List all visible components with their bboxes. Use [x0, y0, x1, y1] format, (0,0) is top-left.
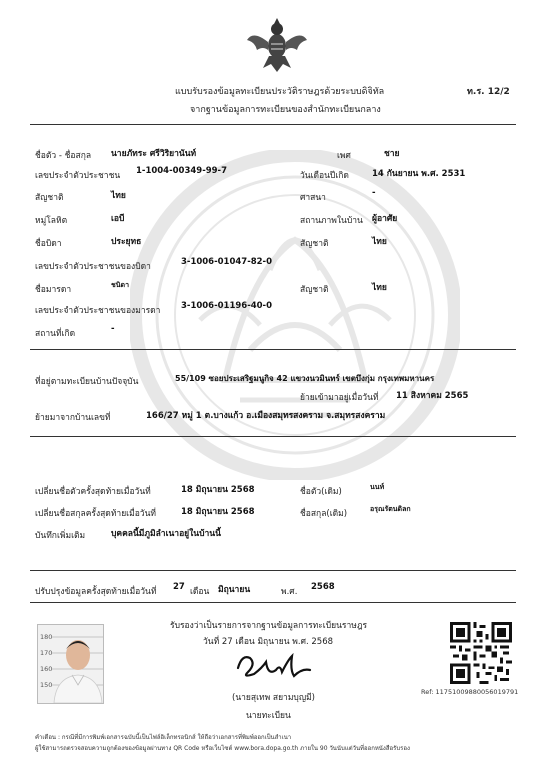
- fname-change-label: เปลี่ยนชื่อตัวครั้งสุดท้ายเมื่อวันที่: [35, 487, 151, 497]
- fname-change-value: 18 มิถุนายน 2568: [181, 485, 255, 495]
- last-update-label: ปรับปรุงข้อมูลครั้งสุดท้ายเมื่อวันที่: [35, 587, 157, 597]
- footer-verify-note: ผู้ใช้สามารถตรวจสอบความถูกต้องของข้อมูลผ่านทาง QR Code หรือเว็บไซต์ www.bora.dopa.go.th ภายใน 90 วันนับแต่วันที่ออกหนังสือรับรอง: [35, 745, 410, 752]
- id-value: 1-1004-00349-99-7: [136, 166, 227, 176]
- form-code: ท.ร. 12/2: [467, 87, 510, 97]
- header-divider: [30, 124, 516, 125]
- mother-nationality-label: สัญชาติ: [300, 285, 329, 295]
- father-id-label: เลขประจำตัวประชาชนของบิดา: [35, 262, 151, 272]
- dob-label: วันเดือนปีเกิด: [300, 171, 349, 181]
- note-label: บันทึกเพิ่มเติม: [35, 531, 86, 541]
- blood-label: หมู่โลหิต: [35, 216, 68, 226]
- nationality-value: ไทย: [111, 191, 126, 201]
- current-address-value: 55/109 ซอยประเสริฐมนูกิจ 42 แขวงนวมินทร์ เขตบึงกุ่ม กรุงเทพมหานคร: [175, 374, 435, 383]
- section-divider-4: [30, 602, 516, 603]
- birthplace-value: -: [111, 324, 115, 334]
- mother-id-value: 3-1006-01196-40-0: [181, 301, 272, 311]
- note-value: บุคคลนี้มีภูมิลำเนาอยู่ในบ้านนี้: [111, 529, 221, 539]
- father-id-value: 3-1006-01047-82-0: [181, 257, 272, 267]
- father-label: ชื่อบิดา: [35, 239, 62, 249]
- status-value: ผู้อาศัย: [372, 214, 398, 224]
- section-divider-2: [30, 436, 516, 437]
- mother-label: ชื่อมารดา: [35, 285, 72, 295]
- document-title-line1: แบบรับรองข้อมูลทะเบียนประวัติราษฎรด้วยระบบดิจิทัล: [175, 87, 385, 97]
- lname-change-label: เปลี่ยนชื่อสกุลครั้งสุดท้ายเมื่อวันที่: [35, 509, 156, 519]
- movein-value: 11 สิงหาคม 2565: [396, 391, 469, 401]
- religion-label: ศาสนา: [300, 193, 326, 203]
- movein-label: ย้ายเข้ามาอยู่เมื่อวันที่: [300, 393, 379, 403]
- last-update-year-label: พ.ศ.: [281, 587, 298, 597]
- name-label: ชื่อตัว - ชื่อสกุล: [35, 151, 92, 161]
- id-label: เลขประจำตัวประชาชน: [35, 171, 121, 181]
- height-mark-150: 150: [40, 681, 53, 689]
- old-lname-label: ชื่อสกุล(เดิม): [300, 509, 348, 519]
- old-fname-label: ชื่อตัว(เดิม): [300, 487, 342, 497]
- blood-value: เอบี: [111, 214, 125, 224]
- lname-change-value: 18 มิถุนายน 2568: [181, 507, 255, 517]
- birthplace-label: สถานที่เกิด: [35, 329, 76, 339]
- moved-from-label: ย้ายมาจากบ้านเลขที่: [35, 413, 111, 423]
- qr-code-icon: [450, 622, 512, 684]
- document-title-line2: จากฐานข้อมูลการทะเบียนของสำนักทะเบียนกลาง: [190, 105, 381, 115]
- last-update-day: 27: [173, 582, 185, 592]
- reference-number: Ref: 11751009880056019791: [421, 688, 519, 696]
- religion-value: -: [372, 188, 376, 198]
- registrar-title: นายทะเบียน: [246, 711, 291, 721]
- ministry-seal-watermark: [130, 150, 460, 480]
- certify-line2: วันที่ 27 เดือน มิถุนายน พ.ศ. 2568: [203, 637, 334, 647]
- mother-nationality-value: ไทย: [372, 283, 387, 293]
- nationality-label: สัญชาติ: [35, 193, 64, 203]
- father-nationality-label: สัญชาติ: [300, 239, 329, 249]
- height-mark-160: 160: [40, 665, 53, 673]
- old-lname-value: อรุณรัตนดิลก: [370, 505, 411, 513]
- status-label: สถานภาพในบ้าน: [300, 216, 363, 226]
- garuda-emblem-icon: [245, 16, 309, 76]
- registrar-name: (นายสุเทพ สยามบุญมี): [232, 693, 315, 703]
- certify-line1: รับรองว่าเป็นรายการจากฐานข้อมูลการทะเบียนราษฎร: [170, 621, 368, 631]
- moved-from-value: 166/27 หมู่ 1 ต.บางแก้ว อ.เมืองสมุทรสงคราม จ.สมุทรสงคราม: [146, 411, 386, 421]
- dob-value: 14 กันยายน พ.ศ. 2531: [372, 169, 466, 179]
- footer-warning: คำเตือน : กรณีที่มีการพิมพ์เอกสารฉบับนี้เป็นไฟล์อิเล็กทรอนิกส์ ให้ถือว่าเอกสารที่พิมพ์ออกเป็นสำเนา: [35, 734, 292, 741]
- height-mark-180: 180: [40, 633, 53, 641]
- section-divider-1: [30, 349, 516, 350]
- section-divider-3: [30, 570, 516, 571]
- registrar-signature: [232, 648, 314, 682]
- sex-value: ชาย: [384, 149, 400, 159]
- person-photo: [37, 624, 104, 704]
- height-mark-170: 170: [40, 649, 53, 657]
- last-update-month: มิถุนายน: [218, 585, 251, 595]
- name-value: นายภัทระ ศรีวิริยานันท์: [111, 149, 197, 159]
- father-nationality-value: ไทย: [372, 237, 387, 247]
- last-update-year: 2568: [311, 582, 335, 592]
- sex-label: เพศ: [337, 151, 351, 161]
- mother-id-label: เลขประจำตัวประชาชนของมารดา: [35, 306, 161, 316]
- last-update-month-label: เดือน: [190, 587, 210, 597]
- mother-value: ชนิดา: [111, 281, 130, 289]
- old-fname-value: นนท์: [370, 483, 385, 491]
- person-portrait-icon: [38, 625, 103, 703]
- current-address-label: ที่อยู่ตามทะเบียนบ้านปัจจุบัน: [35, 377, 139, 387]
- father-value: ประยุทธ: [111, 237, 142, 247]
